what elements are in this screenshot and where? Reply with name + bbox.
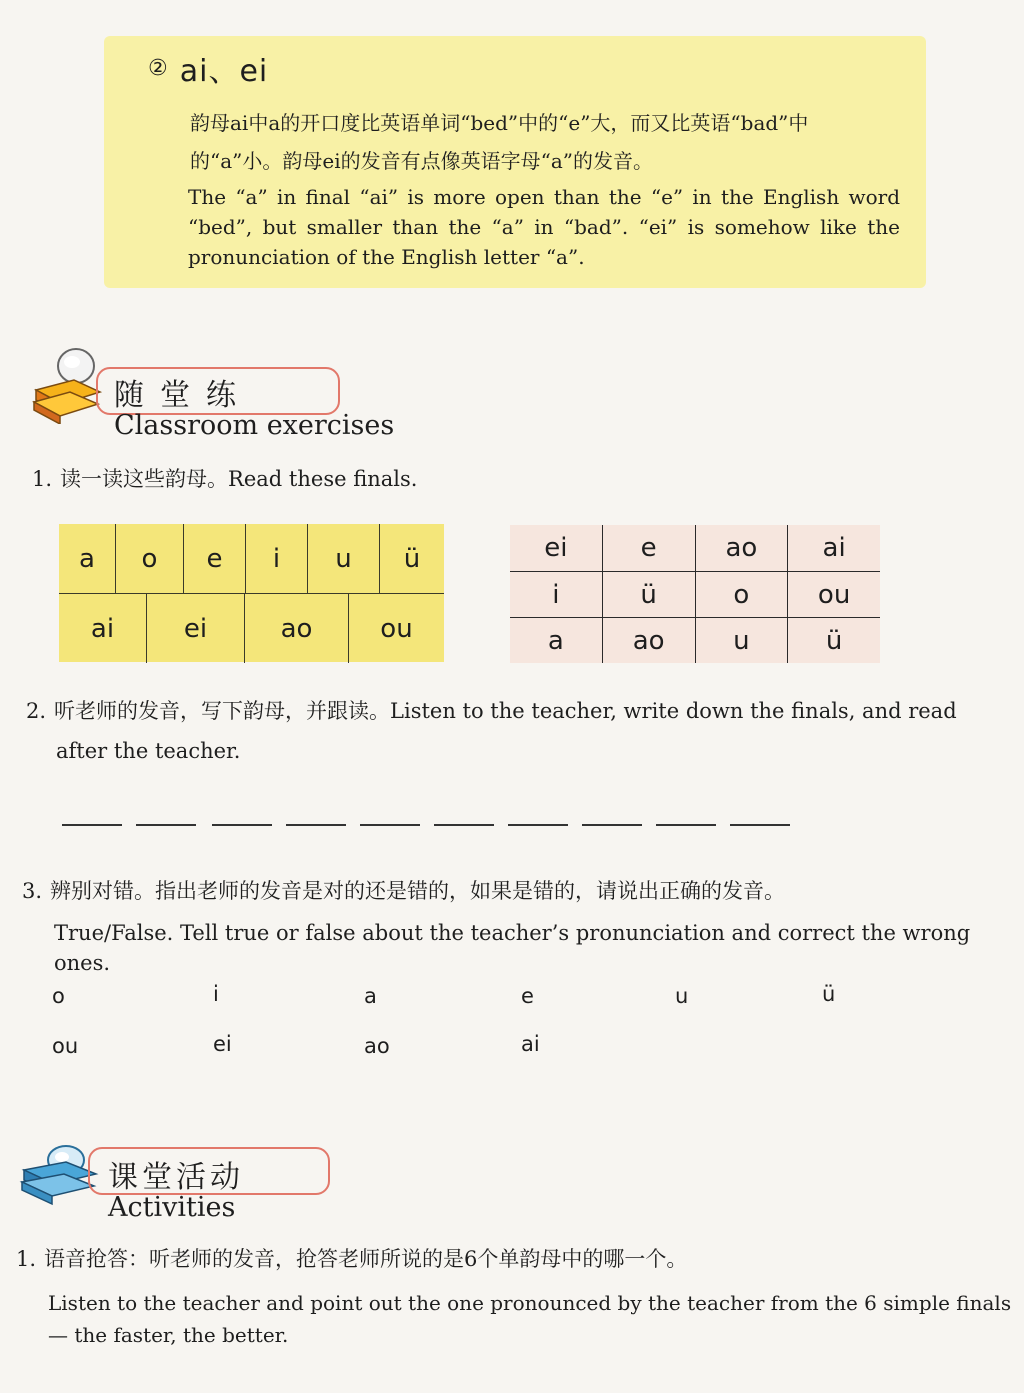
pinyin-item: u [675,984,689,1008]
exercise-1-text: 读一读这些韵母。Read these finals. [60,467,418,491]
answer-blank[interactable] [508,824,568,826]
table-cell: a [59,524,116,593]
answer-blank[interactable] [212,824,272,826]
pinyin-item: ou [52,1034,79,1058]
table-cell: ao [696,525,789,571]
answer-blank[interactable] [136,824,196,826]
exercise-2 [26,696,957,726]
table-cell: e [603,525,696,571]
table-cell: i [510,572,603,617]
activity-1-continuation: — the faster, the better. [48,1323,289,1347]
note-number: ② [148,55,168,81]
pinyin-item: ü [822,982,836,1006]
table-cell: e [184,524,246,593]
table-row [510,525,880,571]
answer-blank[interactable] [582,824,642,826]
table-cell: o [696,572,789,617]
table-row [59,593,444,663]
table-cell: ou [380,613,413,644]
exercise-3-english: True/False. Tell true or false about the teacher’s pronunciation and correct the wrong ones. [54,921,971,975]
table-cell: ao [245,594,349,663]
pinyin-item: o [52,984,65,1008]
activities-title-en: Activities [108,1192,236,1223]
exercises-title-zh: 随堂练 [114,378,252,413]
answer-blank[interactable] [360,824,420,826]
pinyin-item: i [213,982,219,1006]
table-row [510,571,880,617]
exercises-title-en: Classroom exercises [114,410,395,441]
exercise-1 [32,464,417,494]
pinyin-item: e [521,984,534,1008]
table-cell: ai [59,594,147,663]
table-cell: ai [822,533,846,563]
answer-blank[interactable] [434,824,494,826]
table-cell: a [510,618,603,663]
answer-blank[interactable] [62,824,122,826]
table-cell: ao [603,618,696,663]
exercise-2-text: 听老师的发音，写下韵母，并跟读。Listen to the teacher, write down the finals, and read [54,699,957,723]
activity-1-english: Listen to the teacher and point out the one pronounced by the teacher from the 6 simple finals [48,1291,1012,1315]
table-cell: o [116,524,184,593]
pinyin-item: ai [521,1032,540,1056]
pinyin-item: a [364,984,377,1008]
table-row [59,524,444,593]
table-cell: ei [147,594,245,663]
table-cell: u [696,618,789,663]
exercise-2-continuation: after the teacher. [56,739,241,763]
activities-title-zh: 课堂活动 [108,1160,244,1195]
note-header [148,46,268,90]
exercise-3-text: 辨别对错。指出老师的发音是对的还是错的，如果是错的，请说出正确的发音。 [50,879,786,903]
finals-table-right [510,525,880,663]
exercise-3-number: 3. [22,879,43,903]
pinyin-item: ei [213,1032,232,1056]
note-box [104,36,926,288]
finals-table-left [59,524,444,662]
activity-1-number: 1. [16,1247,37,1271]
activity-1 [16,1244,687,1274]
answer-blank[interactable] [656,824,716,826]
table-row [510,617,880,663]
table-cell: ü [403,543,421,574]
answer-blank[interactable] [730,824,790,826]
table-cell: u [308,524,380,593]
note-chinese-text: 韵母ai中a的开口度比英语单词“bed”中的“e”大，而又比英语“bad”中的“a”小。韵母ei的发音有点像英语字母“a”的发音。 [190,111,809,173]
note-title: ai、ei [179,54,269,89]
pinyin-item: ao [364,1034,390,1058]
answer-blank[interactable] [286,824,346,826]
table-cell: ü [825,625,843,656]
note-english-text: The “a” in final “ai” is more open than the “e” in the English word “bed”, but smaller than the “a” in “bad”. “ei” is somehow like the pronunciation of the English letter “a”. [188,185,900,269]
activity-1-text: 语音抢答：听老师的发音，抢答老师所说的是6个单韵母中的哪一个。 [44,1247,688,1271]
table-cell: ou [817,579,851,610]
exercise-3 [22,876,785,906]
exercise-1-number: 1. [32,467,53,491]
table-cell: ü [603,572,696,617]
exercise-2-number: 2. [26,699,47,723]
table-cell: i [246,524,308,593]
table-cell: ei [510,525,603,571]
